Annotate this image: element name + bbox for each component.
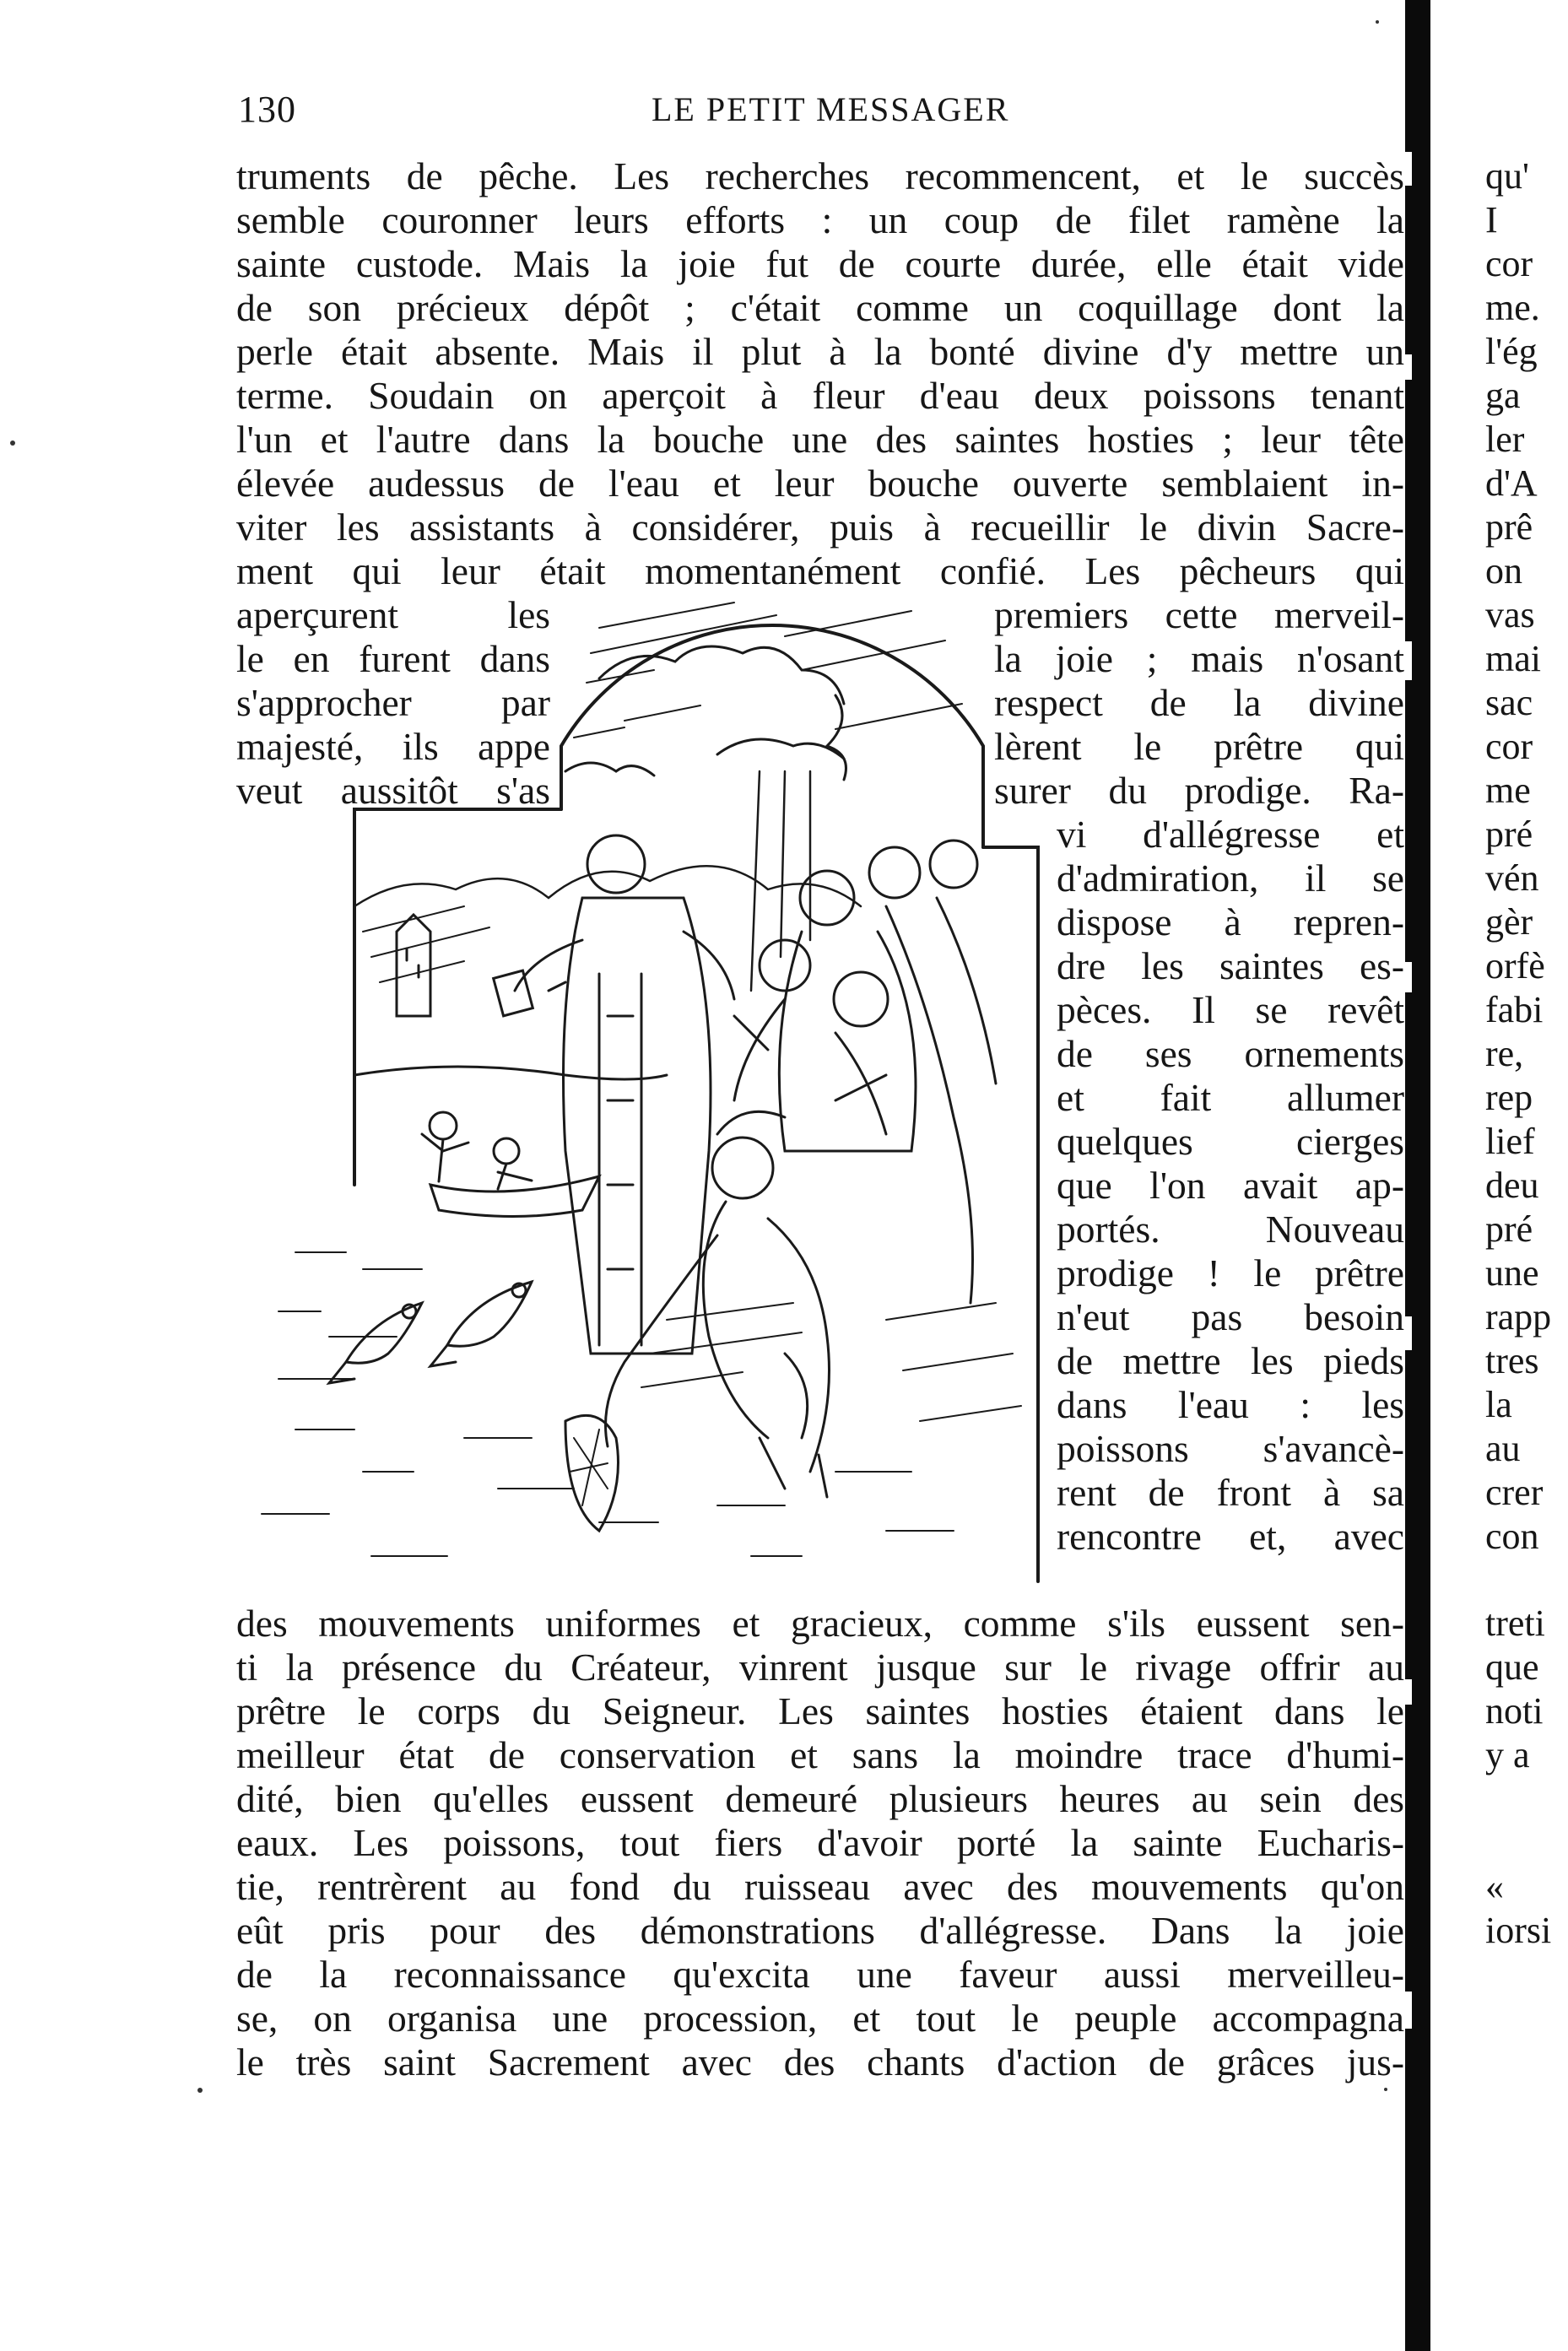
text-line-left: s'approcher par bbox=[236, 681, 550, 724]
text-line-right: rent de front à sa bbox=[1057, 1471, 1404, 1514]
adjacent-fragment: pré bbox=[1485, 813, 1533, 855]
adjacent-fragment: me. bbox=[1485, 287, 1540, 328]
running-title: LE PETIT MESSAGER bbox=[652, 90, 1010, 128]
adjacent-fragment: noti bbox=[1485, 1690, 1544, 1732]
text-line-right: lèrent le prêtre qui bbox=[994, 725, 1404, 768]
adjacent-fragment: gèr bbox=[1485, 901, 1533, 943]
adjacent-fragment: orfè bbox=[1485, 945, 1545, 986]
text-line-left: majesté, ils appe bbox=[236, 725, 550, 768]
text-line-right: vi d'allégresse et bbox=[1057, 813, 1404, 856]
adjacent-fragment: sac bbox=[1485, 682, 1533, 723]
text-line: dité, bien qu'elles eussent demeuré plusieurs heures au sein des bbox=[236, 1777, 1404, 1820]
adjacent-fragment: prê bbox=[1485, 506, 1533, 548]
scan-speck bbox=[1384, 2088, 1387, 2091]
adjacent-fragment: l'ég bbox=[1485, 331, 1538, 372]
adjacent-fragment: ga bbox=[1485, 375, 1521, 416]
text-line: semble couronner leurs efforts : un coup de filet ramène la bbox=[236, 198, 1404, 241]
text-line: prêtre le corps du Seigneur. Les saintes hosties étaient dans le bbox=[236, 1689, 1404, 1732]
text-line: de son précieux dépôt ; c'était comme un coquillage dont la bbox=[236, 286, 1404, 329]
adjacent-fragment: deu bbox=[1485, 1165, 1539, 1206]
adjacent-fragment: que bbox=[1485, 1646, 1539, 1688]
adjacent-fragment: d'A bbox=[1485, 462, 1538, 504]
adjacent-fragment: rapp bbox=[1485, 1296, 1552, 1338]
text-line-right: dans l'eau : les bbox=[1057, 1383, 1404, 1426]
text-line: meilleur état de conservation et sans la moindre trace d'humi- bbox=[236, 1733, 1404, 1776]
text-line-right: la joie ; mais n'osant bbox=[994, 637, 1404, 680]
adjacent-fragment: treti bbox=[1485, 1602, 1545, 1644]
adjacent-fragment: I bbox=[1485, 199, 1498, 241]
adjacent-fragment: une bbox=[1485, 1252, 1539, 1294]
text-line-right: et fait allumer bbox=[1057, 1076, 1404, 1119]
adjacent-fragment: au bbox=[1485, 1428, 1521, 1469]
text-line-right: quelques cierges bbox=[1057, 1120, 1404, 1163]
adjacent-fragment: qu' bbox=[1485, 155, 1529, 197]
adjacent-fragment: tres bbox=[1485, 1340, 1539, 1381]
text-line-right: n'eut pas besoin bbox=[1057, 1295, 1404, 1338]
text-line-right: respect de la divine bbox=[994, 681, 1404, 724]
text-line: tie, rentrèrent au fond du ruisseau avec des mouvements qu'on bbox=[236, 1865, 1404, 1908]
scan-speck bbox=[197, 2088, 203, 2093]
text-line-right: prodige ! le prêtre bbox=[1057, 1251, 1404, 1294]
page-number: 130 bbox=[238, 89, 296, 130]
adjacent-fragment: la bbox=[1485, 1384, 1512, 1425]
text-line: le très saint Sacrement avec des chants d'action de grâces jus- bbox=[236, 2040, 1404, 2083]
adjacent-fragment: pré bbox=[1485, 1208, 1533, 1250]
adjacent-fragment: ler bbox=[1485, 419, 1525, 460]
adjacent-fragment: re, bbox=[1485, 1033, 1524, 1074]
text-line-right: que l'on avait ap- bbox=[1057, 1164, 1404, 1207]
text-line-right: rencontre et, avec bbox=[1057, 1515, 1404, 1558]
adjacent-fragment: iorsi bbox=[1485, 1910, 1552, 1951]
adjacent-fragment: crer bbox=[1485, 1472, 1544, 1513]
text-line-right: dispose à repren- bbox=[1057, 900, 1404, 943]
adjacent-fragment: rep bbox=[1485, 1077, 1533, 1118]
adjacent-fragment: cor bbox=[1485, 243, 1533, 284]
adjacent-fragment: « bbox=[1485, 1866, 1504, 1907]
text-line-right: de mettre les pieds bbox=[1057, 1339, 1404, 1382]
adjacent-fragment: fabi bbox=[1485, 989, 1544, 1030]
adjacent-fragment: me bbox=[1485, 770, 1531, 811]
text-line-right: pèces. Il se revêt bbox=[1057, 988, 1404, 1031]
scan-speck bbox=[10, 440, 15, 446]
text-line: viter les assistants à considérer, puis à recueillir le divin Sacre- bbox=[236, 505, 1404, 549]
text-line-left: veut aussitôt s'as bbox=[236, 769, 550, 812]
text-line-right: dre les saintes es- bbox=[1057, 944, 1404, 987]
adjacent-fragment: lief bbox=[1485, 1121, 1535, 1162]
page-header bbox=[238, 88, 1403, 135]
text-line-right: surer du prodige. Ra- bbox=[994, 769, 1404, 812]
text-line-left: aperçurent les bbox=[236, 593, 550, 636]
text-line: des mouvements uniformes et gracieux, comme s'ils eussent sen- bbox=[236, 1602, 1404, 1645]
adjacent-fragment: y a bbox=[1485, 1734, 1530, 1775]
page-fold-shadow bbox=[1405, 0, 1430, 2351]
text-line-left: le en furent dans bbox=[236, 637, 550, 680]
adjacent-fragment: vas bbox=[1485, 594, 1535, 635]
text-line: truments de pêche. Les recherches recommencent, et le succès bbox=[236, 154, 1404, 197]
adjacent-fragment: mai bbox=[1485, 638, 1541, 679]
adjacent-fragment: cor bbox=[1485, 726, 1533, 767]
text-line: ti la présence du Créateur, vinrent jusque sur le rivage offrir au bbox=[236, 1646, 1404, 1689]
text-line: sainte custode. Mais la joie fut de courte durée, elle était vide bbox=[236, 242, 1404, 285]
text-line-right: d'admiration, il se bbox=[1057, 857, 1404, 900]
text-line: perle était absente. Mais il plut à la bonté divine d'y mettre un bbox=[236, 330, 1404, 373]
text-line: eaux. Les poissons, tout fiers d'avoir porté la sainte Eucharis- bbox=[236, 1821, 1404, 1864]
text-line: l'un et l'autre dans la bouche une des saintes hosties ; leur tête bbox=[236, 418, 1404, 461]
text-line-right: premiers cette merveil- bbox=[994, 593, 1404, 636]
scan-speck bbox=[1376, 20, 1379, 24]
text-line: terme. Soudain on aperçoit à fleur d'eau deux poissons tenant bbox=[236, 374, 1404, 417]
text-line-right: poissons s'avancè- bbox=[1057, 1427, 1404, 1470]
text-line: élevée audessus de l'eau et leur bouche ouverte semblaient in- bbox=[236, 462, 1404, 505]
adjacent-fragment: on bbox=[1485, 550, 1522, 592]
text-line: se, on organisa une procession, et tout le peuple accompagna bbox=[236, 1997, 1404, 2040]
text-line: ment qui leur était momentanément confié. Les pêcheurs qui bbox=[236, 549, 1404, 592]
text-line: eût pris pour des démonstrations d'allégresse. Dans la joie bbox=[236, 1909, 1404, 1952]
adjacent-fragment: con bbox=[1485, 1516, 1539, 1557]
text-line-right: portés. Nouveau bbox=[1057, 1208, 1404, 1251]
engraving-illustration bbox=[245, 577, 1046, 1590]
text-line: de la reconnaissance qu'excita une faveur aussi merveilleu- bbox=[236, 1953, 1404, 1996]
adjacent-fragment: vén bbox=[1485, 857, 1539, 899]
text-line-right: de ses ornements bbox=[1057, 1032, 1404, 1075]
